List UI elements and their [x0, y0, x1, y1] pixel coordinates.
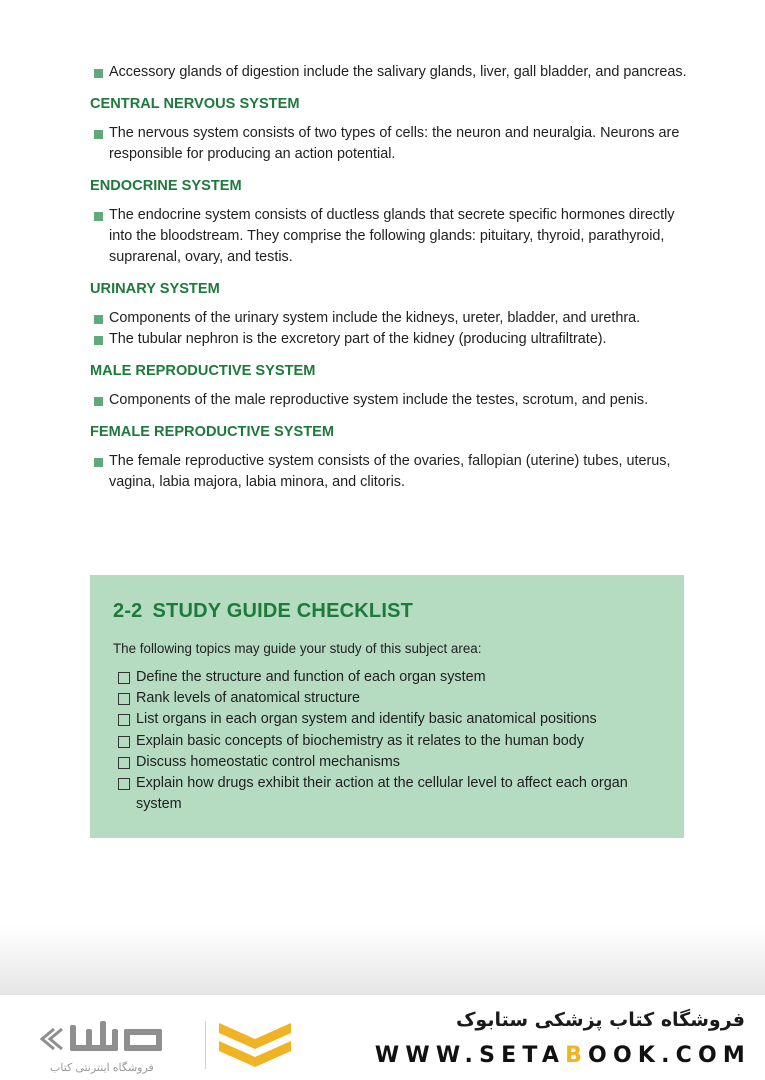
checklist-item-text: Explain how drugs exhibit their action at the cellular level to affect each organ system [136, 775, 628, 813]
list-item [90, 308, 690, 329]
intro-bullet-group [90, 62, 690, 83]
checklist-item [113, 752, 662, 773]
square-bullet-icon [94, 315, 103, 324]
checklist-item [113, 688, 662, 709]
bullet-text: The tubular nephron is the excretory part of the kidney (producing ultrafiltrate). [109, 331, 607, 347]
section-heading: ENDOCRINE SYSTEM [90, 178, 242, 194]
checklist-item-text: Explain basic concepts of biochemistry as it relates to the human body [136, 732, 584, 749]
logo-divider [205, 1021, 206, 1069]
page-content [90, 62, 690, 493]
checklist-intro: The following topics may guide your study of this subject area: [113, 641, 482, 656]
footer-shade [0, 925, 765, 1000]
square-bullet-icon [94, 69, 103, 78]
checklist-title [113, 599, 662, 623]
bullet-group [90, 451, 690, 493]
bullet-text: The nervous system consists of two types of cells: the neuron and neuralgia. Neurons are responsible for producing an action potential. [109, 125, 680, 162]
list-item [90, 205, 690, 268]
study-guide-checklist [90, 575, 684, 838]
checkbox-icon[interactable] [118, 757, 130, 769]
checklist-item-text: Discuss homeostatic control mechanisms [136, 753, 400, 770]
footer-banner [0, 995, 765, 1080]
bullet-text: Components of the male reproductive system include the testes, scrotum, and penis. [109, 392, 649, 408]
shop-name: فروشگاه کتاب پزشکی ستابوک [455, 1009, 745, 1031]
bullet-group [90, 390, 690, 411]
bullet-group [90, 205, 690, 268]
bullet-text: The female reproductive system consists of the ovaries, fallopian (uterine) tubes, uterus, vagina, labia majora, labia minora, and clitoris. [109, 453, 671, 490]
bullet-text: Accessory glands of digestion include the salivary glands, liver, gall bladder, and pancreas. [109, 64, 687, 80]
url-highlight: B [565, 1043, 589, 1068]
square-bullet-icon [94, 458, 103, 467]
checklist-item [113, 667, 662, 688]
section-heading: FEMALE REPRODUCTIVE SYSTEM [90, 424, 335, 440]
checklist-item [113, 731, 662, 752]
checkbox-icon[interactable] [118, 714, 130, 726]
checklist-item-text: Rank levels of anatomical structure [136, 690, 360, 707]
checklist-item-text: List organs in each organ system and identify basic anatomical positions [136, 711, 597, 728]
square-bullet-icon [94, 212, 103, 221]
bullet-group [90, 123, 690, 165]
list-item [90, 123, 690, 165]
sections [90, 94, 690, 493]
checklist-title-text: STUDY GUIDE CHECKLIST [152, 600, 414, 622]
url-part: OOK.COM [588, 1043, 751, 1068]
bullet-text: The endocrine system consists of ductless glands that secrete specific hormones directly into the bloodstream. They comprise the following glands: pituitary, thyroid, parathyroid, suprarenal, ovary, and testis. [109, 207, 675, 265]
checkbox-icon[interactable] [118, 672, 130, 684]
checklist-item [113, 709, 662, 730]
checklist-item-text: Define the structure and function of each organ system [136, 669, 486, 685]
section-heading: CENTRAL NERVOUS SYSTEM [90, 96, 300, 112]
bullet-text: Components of the urinary system include the kidneys, ureter, bladder, and urethra. [109, 310, 641, 326]
list-item [90, 62, 690, 83]
site-url[interactable] [375, 1043, 751, 1068]
section-heading: URINARY SYSTEM [90, 281, 220, 297]
checklist-number: 2-2 [113, 600, 143, 622]
section-heading: MALE REPRODUCTIVE SYSTEM [90, 363, 316, 379]
square-bullet-icon [94, 336, 103, 345]
square-bullet-icon [94, 397, 103, 406]
square-bullet-icon [94, 130, 103, 139]
checkbox-icon[interactable] [118, 778, 130, 790]
checkbox-icon[interactable] [118, 693, 130, 705]
list-item [90, 390, 690, 411]
checklist-items [113, 667, 662, 815]
list-item [90, 329, 690, 350]
chevron-logo-icon [215, 1017, 295, 1073]
checkbox-icon[interactable] [118, 736, 130, 748]
checklist-item [113, 773, 662, 815]
url-part: WWW.SETA [374, 1043, 566, 1068]
list-item [90, 451, 690, 493]
bullet-group [90, 308, 690, 350]
logo-subtitle: فروشگاه اینترنتی کتاب [50, 1062, 154, 1074]
